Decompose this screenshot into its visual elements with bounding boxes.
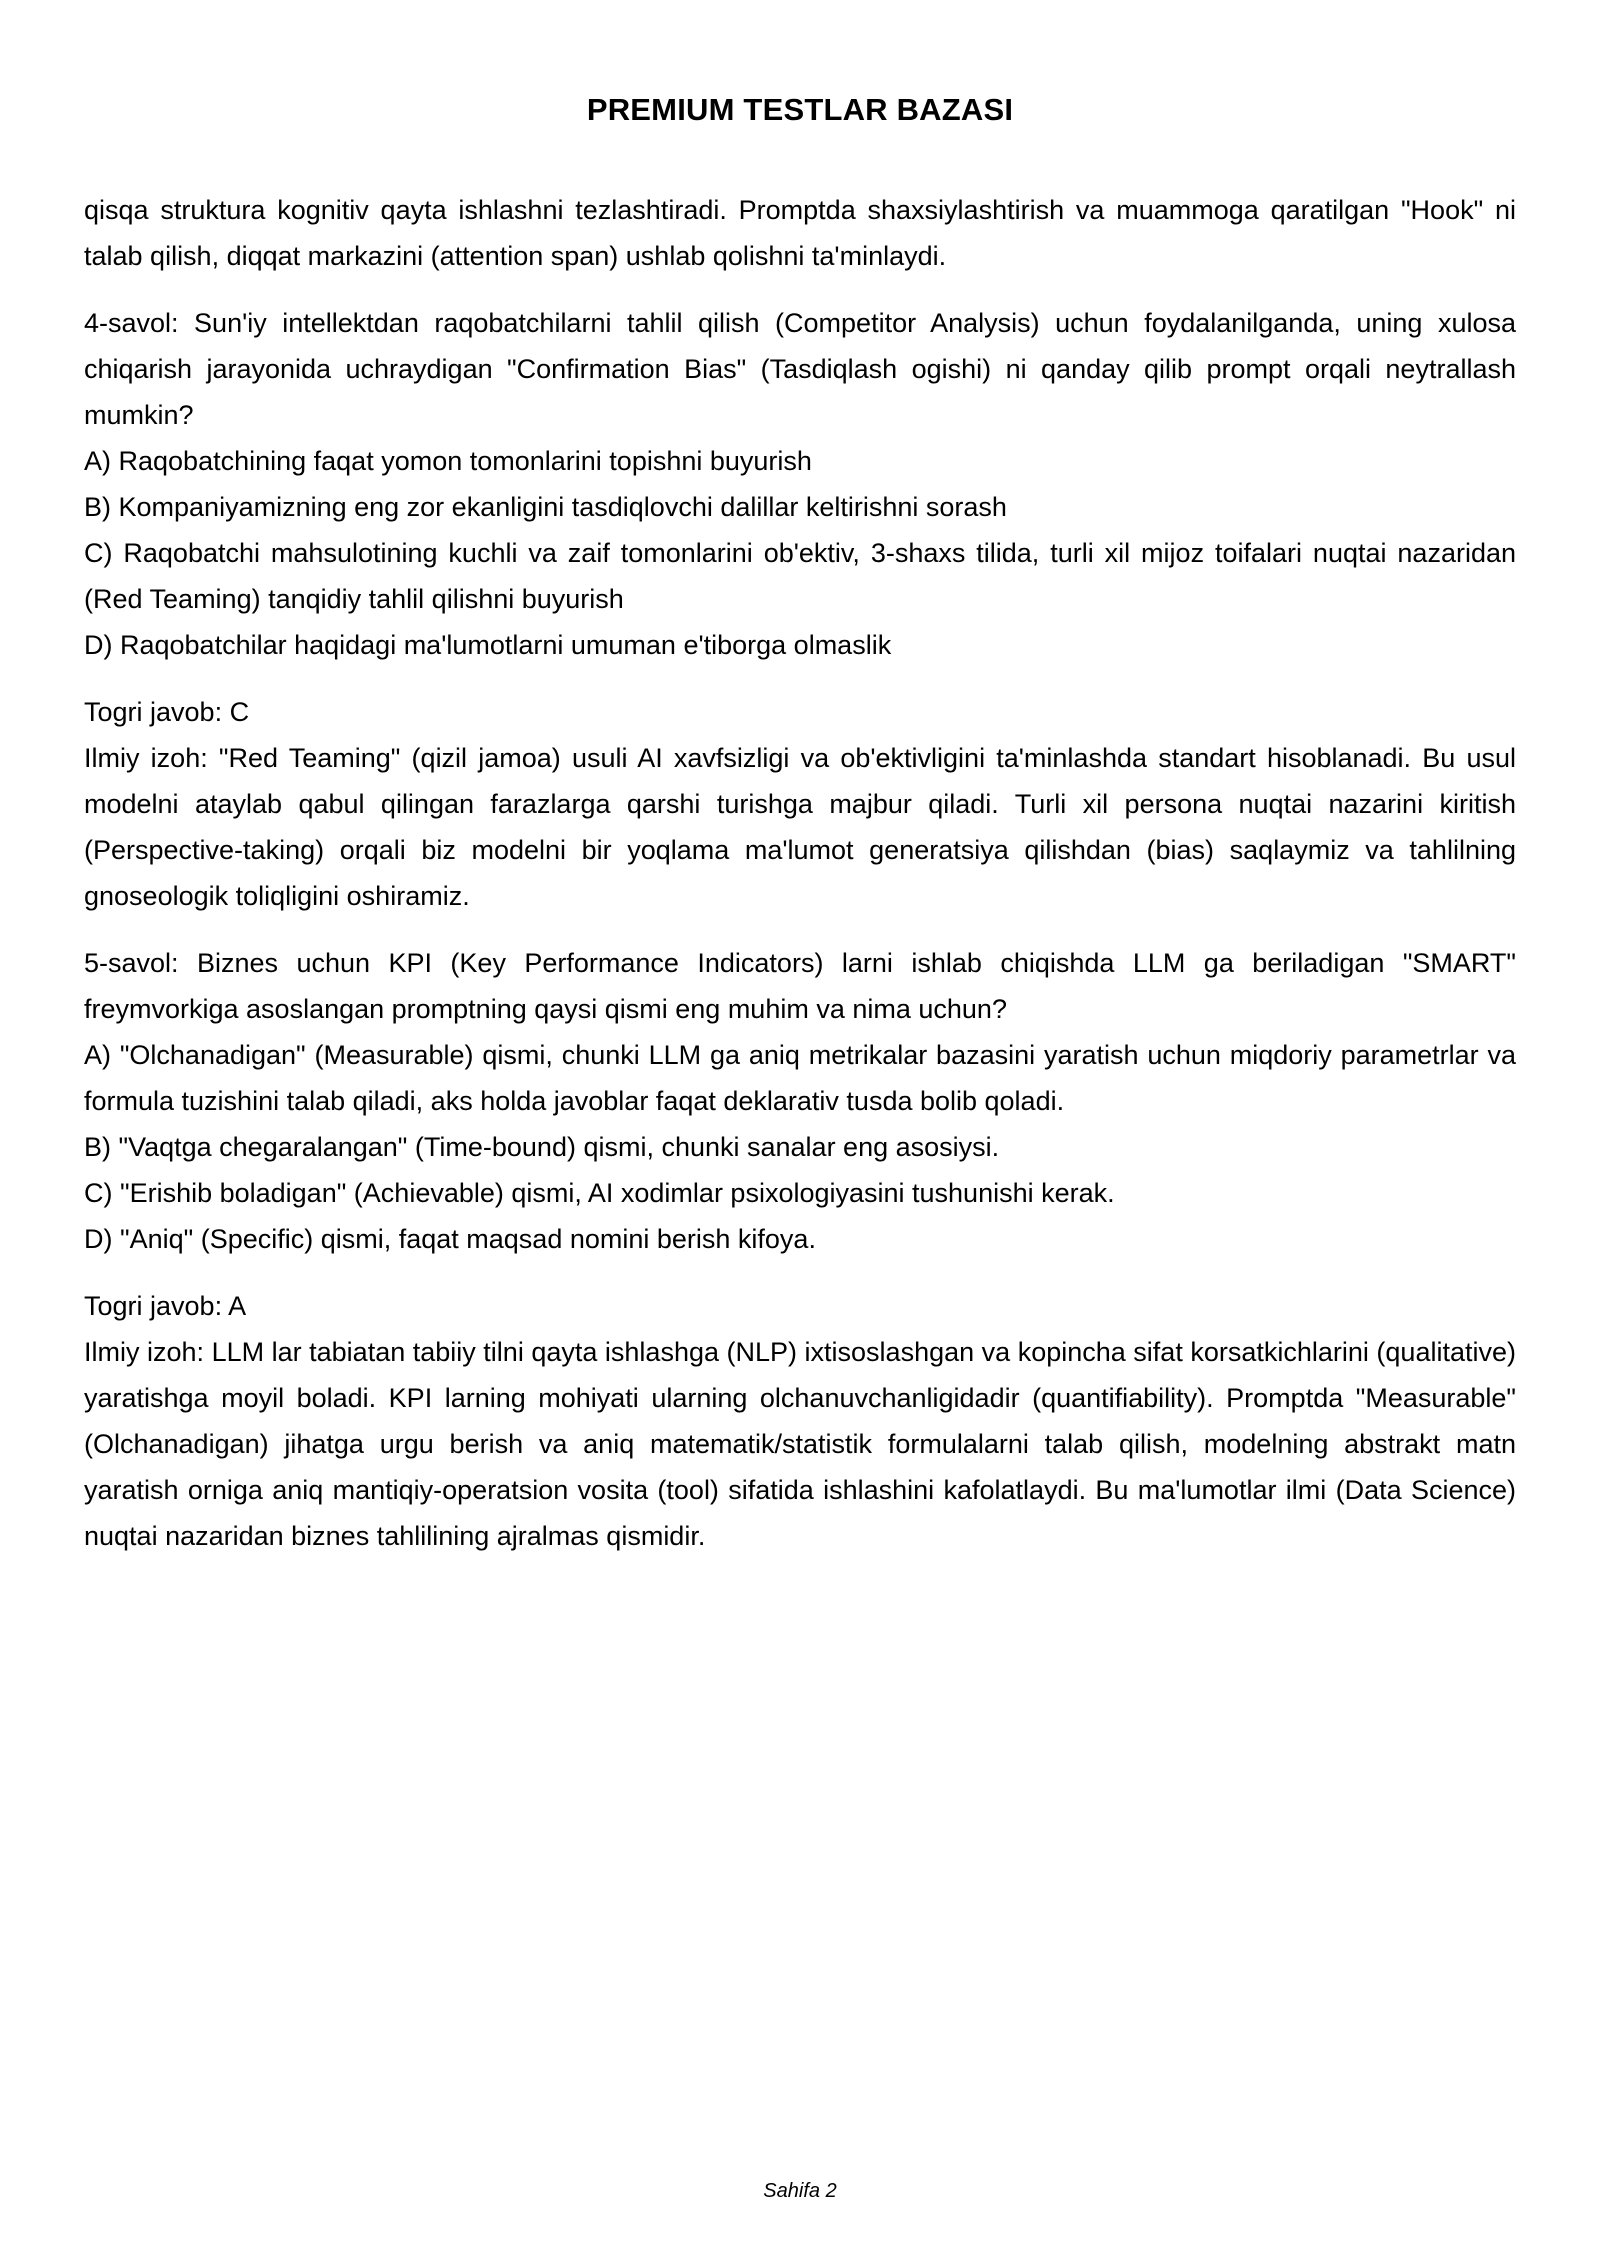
question-4-explanation: Ilmiy izoh: "Red Teaming" (qizil jamoa) usuli AI xavfsizligi va ob'ektivligini ta'minlashda standart hisoblanadi. Bu usul modelni ataylab qabul qilingan farazlarga qarshi turishga majbur qiladi. Turli xil persona nuqtai nazarini kiritish (Perspective-taking) orqali biz modelni bir yoqlama ma'lumot generatsiya qilishdan (bias) saqlaymiz va tahlilning gnoseologik toliqligini oshiramiz.: [84, 743, 1516, 911]
question-4: 4-savol: Sun'iy intellektdan raqobatchilarni tahlil qilish (Competitor Analysis) uchun foydalanilganda, uning xulosa chiqarish jarayonida uchraydigan "Confirmation Bias" (Tasdiqlash ogishi) ni qanday qilib prompt orqali neytrallash mumkin?: [84, 308, 1516, 430]
question-5-option-a: A) "Olchanadigan" (Measurable) qismi, chunki LLM ga aniq metrikalar bazasini yaratish uchun miqdoriy parametrlar va formula tuzishini talab qiladi, aks holda javoblar faqat deklarativ tusda bolib qoladi.: [84, 1040, 1516, 1116]
question-4-option-d: D) Raqobatchilar haqidagi ma'lumotlarni umuman e'tiborga olmaslik: [84, 630, 892, 660]
question-5-option-b: B) "Vaqtga chegaralangan" (Time-bound) qismi, chunki sanalar eng asosiysi.: [84, 1132, 1000, 1162]
question-5-explanation: Ilmiy izoh: LLM lar tabiatan tabiiy tilni qayta ishlashga (NLP) ixtisoslashgan va kopincha sifat korsatkichlarini (qualitative) yaratishga moyil boladi. KPI larning mohiyati ularning olchanuvchanligidadir (quantifiability). Promptda "Measurable" (Olchanadigan) jihatga urgu berish va aniq matematik/statistik formulalarni talab qilish, modelning abstrakt matn yaratish orniga aniq mantiqiy-operatsion vosita (tool) sifatida ishlashini kafolatlaydi. Bu ma'lumotlar ilmi (Data Science) nuqtai nazaridan biznes tahlilining ajralmas qismidir.: [84, 1337, 1516, 1551]
question-5-option-c: C) "Erishib boladigan" (Achievable) qismi, AI xodimlar psixologiyasini tushunishi kerak.: [84, 1178, 1115, 1208]
question-5-answer: Togri javob: A: [84, 1291, 247, 1321]
page-number: Sahifa 2: [763, 2180, 837, 2202]
question-5-option-d: D) "Aniq" (Specific) qismi, faqat maqsad nomini berish kifoya.: [84, 1224, 816, 1254]
continuation-paragraph: qisqa struktura kognitiv qayta ishlashni tezlashtiradi. Promptda shaxsiylashtirish va muammoga qaratilgan "Hook" ni talab qilish, diqqat markazini (attention span) ushlab qolishni ta'minlaydi.: [84, 195, 1516, 271]
question-4-option-c: C) Raqobatchi mahsulotining kuchli va zaif tomonlarini ob'ektiv, 3-shaxs tilida, turli xil mijoz toifalari nuqtai nazaridan (Red Teaming) tanqidiy tahlil qilishni buyurish: [84, 538, 1516, 614]
page-title: PREMIUM TESTLAR BAZASI: [586, 92, 1014, 127]
question-4-option-a: A) Raqobatchining faqat yomon tomonlarini topishni buyurish: [84, 446, 812, 476]
question-4-option-b: B) Kompaniyamizning eng zor ekanligini tasdiqlovchi dalillar keltirishni sorash: [84, 492, 1007, 522]
question-4-answer: Togri javob: C: [84, 697, 250, 727]
page-body: [84, 187, 1516, 1559]
question-5: 5-savol: Biznes uchun KPI (Key Performance Indicators) larni ishlab chiqishda LLM ga beriladigan "SMART" freymvorkiga asoslangan promptning qaysi qismi eng muhim va nima uchun?: [84, 948, 1516, 1024]
